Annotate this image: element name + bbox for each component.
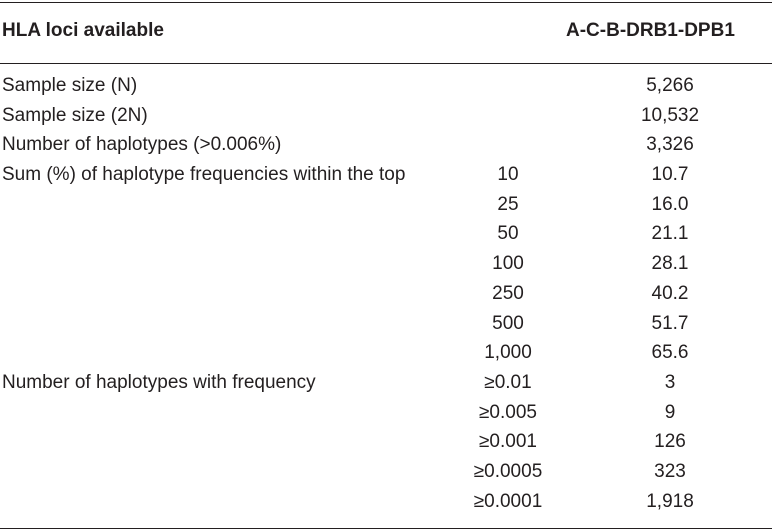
table-row [0, 457, 772, 487]
table-row [0, 71, 772, 101]
row-label: Number of haplotypes with frequency [2, 371, 316, 393]
row-sub: 100 [492, 253, 524, 275]
row-value: 40.2 [651, 282, 689, 304]
table-row [0, 190, 772, 220]
table-row [0, 487, 772, 517]
table-row [0, 309, 772, 339]
row-value: 10.7 [651, 164, 689, 186]
row-value: 3,326 [646, 134, 694, 156]
row-value: 323 [654, 460, 686, 482]
table-row [0, 249, 772, 279]
row-value: 126 [654, 431, 686, 453]
row-value: 5,266 [646, 75, 694, 96]
row-value: 3 [664, 371, 676, 393]
row-sub: 250 [492, 282, 524, 304]
row-value: 51.7 [651, 312, 689, 334]
row-value: 10,532 [640, 104, 700, 126]
bottom-rule [0, 528, 772, 529]
row-label: Sample size (2N) [2, 104, 148, 126]
table-row [0, 160, 772, 190]
table-row [0, 427, 772, 457]
row-sub: 1,000 [484, 342, 532, 364]
row-value: 21.1 [651, 223, 689, 245]
table-row [0, 279, 772, 309]
row-value: 65.6 [651, 342, 689, 364]
row-sub: ≥0.0005 [473, 460, 543, 482]
header-rule [0, 63, 772, 64]
row-sub: 50 [497, 223, 519, 245]
row-value: 28.1 [651, 253, 689, 275]
row-sub: 500 [492, 312, 524, 334]
table-row [0, 101, 772, 131]
row-sub: ≥0.001 [479, 431, 537, 453]
row-sub: 25 [497, 193, 519, 215]
row-value: 9 [664, 401, 676, 423]
row-sub: ≥0.01 [484, 371, 532, 393]
row-value: 16.0 [651, 193, 689, 215]
row-value: 1,918 [646, 490, 694, 512]
table-row [0, 368, 772, 398]
row-label: Sum (%) of haplotype frequencies within the top [2, 164, 406, 186]
row-sub: ≥0.005 [479, 401, 537, 423]
row-sub: 10 [497, 164, 519, 186]
table-row [0, 130, 772, 160]
table-row [0, 398, 772, 428]
table-body [0, 71, 772, 516]
row-label: Number of haplotypes (>0.006%) [2, 134, 282, 156]
row-sub: ≥0.0001 [473, 490, 543, 512]
table-row [0, 219, 772, 249]
table-row [0, 338, 772, 368]
header-label: HLA loci available [2, 20, 164, 41]
table-header [0, 2, 772, 63]
row-label: Sample size (N) [2, 75, 138, 96]
header-loci: A-C-B-DRB1-DPB1 [566, 20, 735, 41]
